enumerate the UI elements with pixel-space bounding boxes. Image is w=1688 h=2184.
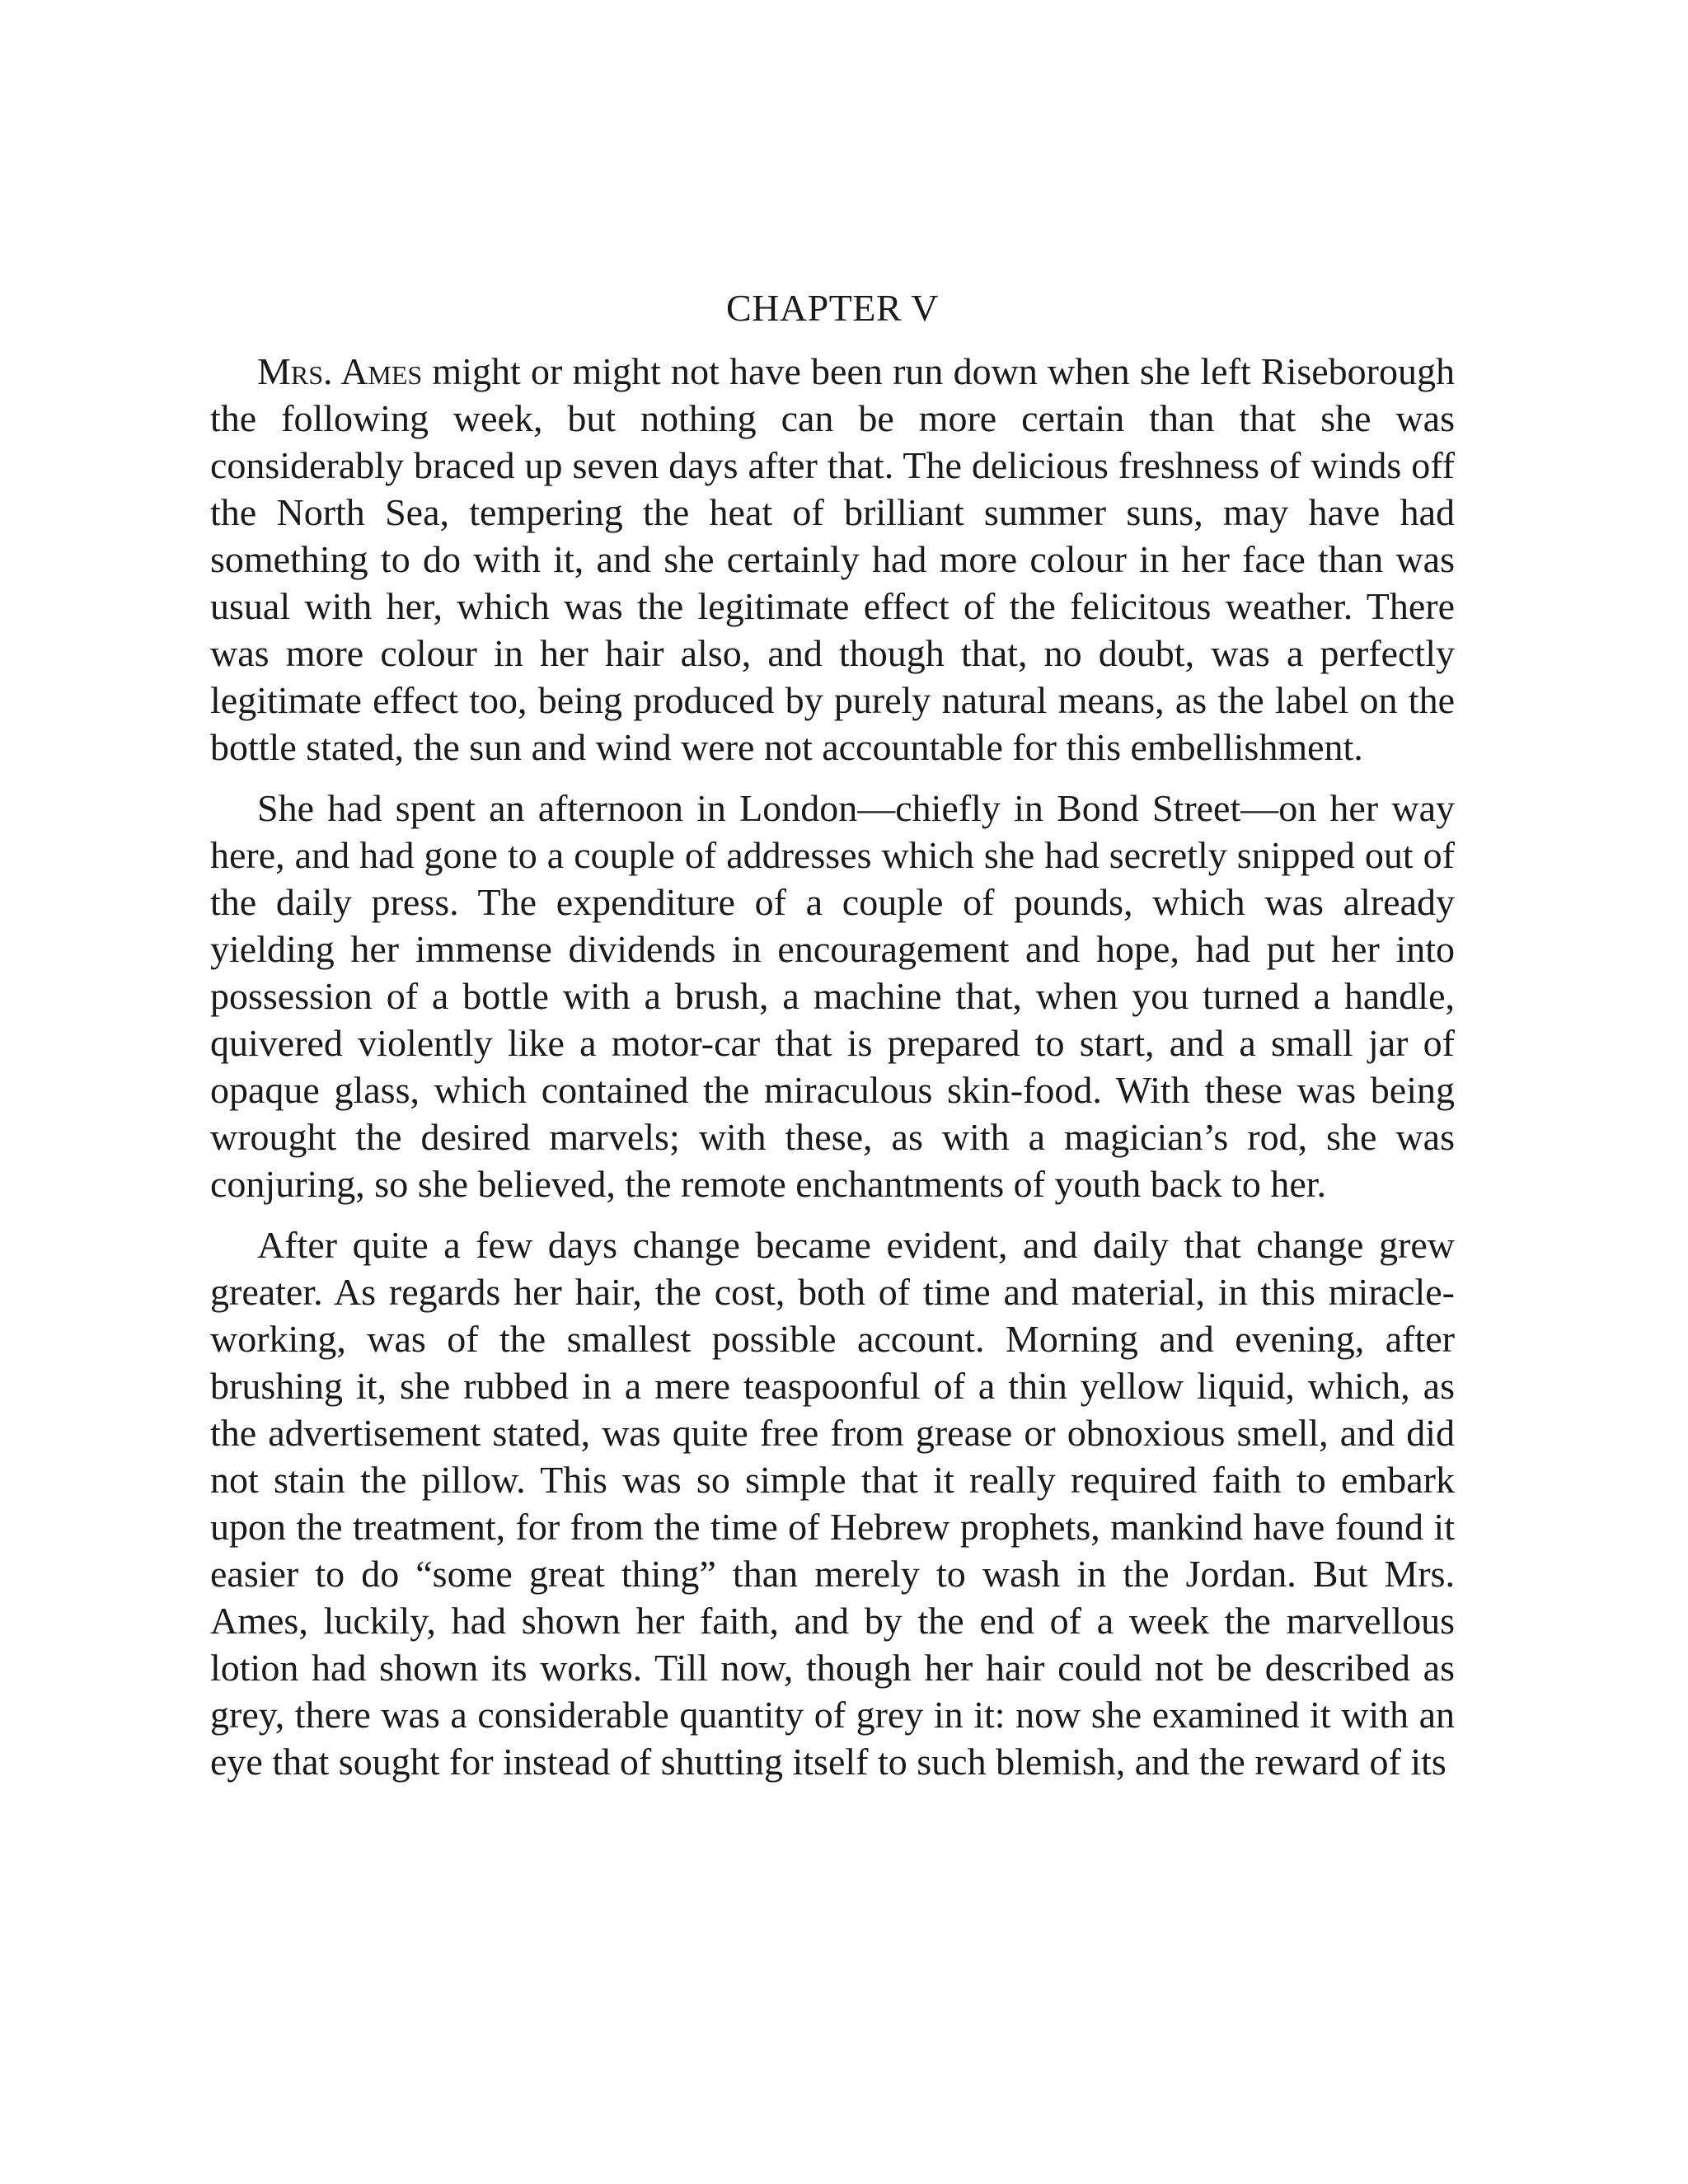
paragraph-3 [210, 1221, 1455, 1785]
paragraph-1-lead-smallcaps: Mrs. Ames [257, 350, 423, 392]
chapter-title: CHAPTER V [726, 287, 939, 329]
paragraph-1 [210, 348, 1455, 771]
paragraph-1-text: might or might not have been run down when she left Riseborough the following week, but nothing can be more certain than that she was considerably braced up seven days after that. The delicious freshness of winds off the North Sea, tempering the heat of brilliant summer suns, may have had something to do with it, and she certainly had more colour in her face than was usual with her, which was the legitimate effect of the felicitous weather. There was more colour in her hair also, and though that, no doubt, was a perfectly legitimate effect too, being produced by purely natural means, as the label on the bottle stated, the sun and wind were not accountable for this embellishment. [210, 350, 1455, 768]
paragraph-2-text: She had spent an afternoon in London—chiefly in Bond Street—on her way here, and had gone to a couple of addresses which she had secretly snipped out of the daily press. The expenditure of a couple of pounds, which was already yielding her immense dividends in encouragement and hope, had put her into possession of a bottle with a brush, a machine that, when you turned a handle, quivered violently like a motor-car that is prepared to start, and a small jar of opaque glass, which contained the miraculous skin-food. With these was being wrought the desired marvels; with these, as with a magician’s rod, she was conjuring, so she believed, the remote enchantments of youth back to her. [210, 787, 1455, 1205]
paragraph-3-text: After quite a few days change became evident, and daily that change grew greater. As regards her hair, the cost, both of time and material, in this miracle-working, was of the smallest possible account. Morning and evening, after brushing it, she rubbed in a mere teaspoonful of a thin yellow liquid, which, as the advertisement stated, was quite free from grease or obnoxious smell, and did not stain the pillow. This was so simple that it really required faith to embark upon the treatment, for from the time of Hebrew prophets, mankind have found it easier to do “some great thing” than merely to wash in the Jordan. But Mrs. Ames, luckily, had shown her faith, and by the end of a week the marvellous lotion had shown its works. Till now, though her hair could not be described as grey, there was a considerable quantity of grey in it: now she examined it with an eye that sought for instead of shutting itself to such blemish, and the reward of its [210, 1224, 1455, 1783]
book-page [210, 284, 1455, 1799]
paragraph-2 [210, 785, 1455, 1207]
